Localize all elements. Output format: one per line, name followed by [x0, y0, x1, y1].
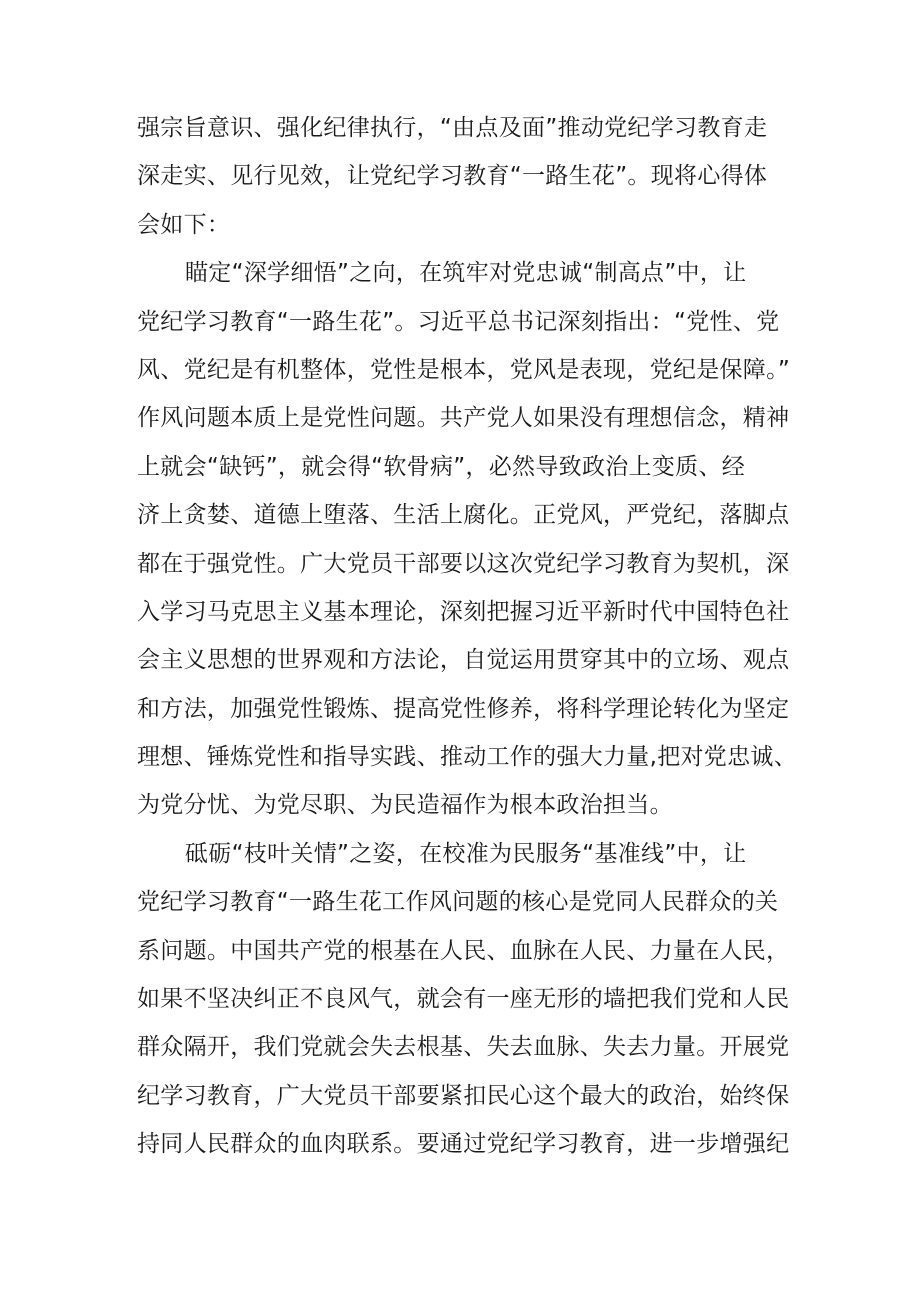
text-line: 为党分忧、为党尽职、为民造福作为根本政治担当。	[137, 792, 673, 819]
text-line: 理想、锤炼党性和指导实践、推动工作的强大力量,把对党忠诚、	[137, 744, 798, 771]
text-line: 系问题。中国共产党的根基在人民、血脉在人民、力量在人民，	[137, 937, 790, 964]
text-line: 党纪学习教育“一路生花”。习近平总书记深刻指出：“党性、党	[137, 308, 780, 335]
text-line: 上就会“缺钙”，就会得“软骨病”，必然导致政治上变质、经	[137, 453, 746, 480]
text-line: 党纪学习教育“一路生花工作风问题的核心是党同人民群众的关	[137, 889, 779, 916]
text-line: 入学习马克思主义基本理论，深刻把握习近平新时代中国特色社	[137, 598, 790, 625]
text-line: 会如下：	[137, 211, 231, 238]
paragraph-first-line: 砥砺“枝叶关情”之姿，在校准为民服务“基准线”中，让	[185, 840, 747, 867]
text-line: 群众隔开，我们党就会失去根基、失去血脉、失去力量。开展党	[137, 1034, 790, 1061]
text-line: 会主义思想的世界观和方法论，自觉运用贯穿其中的立场、观点	[137, 647, 790, 674]
text-line: 都在于强党性。广大党员干部要以这次党纪学习教育为契机，深	[137, 550, 790, 577]
text-line: 深走实、见行见效，让党纪学习教育“一路生花”。现将心得体	[137, 163, 768, 190]
text-line: 强宗旨意识、强化纪律执行，“由点及面”推动党纪学习教育走	[137, 115, 768, 141]
text-line: 纪学习教育，广大党员干部要紧扣民心这个最大的政治，始终保	[137, 1082, 790, 1109]
document-body	[137, 104, 797, 1169]
text-line: 持同人民群众的血肉联系。要通过党纪学习教育，进一步增强纪	[137, 1131, 790, 1158]
paragraph-first-line: 瞄定“深学细悟”之向，在筑牢对党忠诚“制高点”中，让	[185, 260, 747, 287]
text-line: 和方法，加强党性锻炼、提高党性修养，将科学理论转化为坚定	[137, 695, 790, 722]
text-line: 作风问题本质上是党性问题。共产党人如果没有理想信念，精神	[137, 405, 790, 432]
text-line: 济上贪婪、道德上堕落、生活上腐化。正党风，严党纪，落脚点	[137, 502, 790, 529]
text-line: 如果不坚决纠正不良风气，就会有一座无形的墙把我们党和人民	[137, 986, 790, 1013]
text-line: 风、党纪是有机整体，党性是根本，党风是表现，党纪是保障。”	[137, 356, 791, 383]
